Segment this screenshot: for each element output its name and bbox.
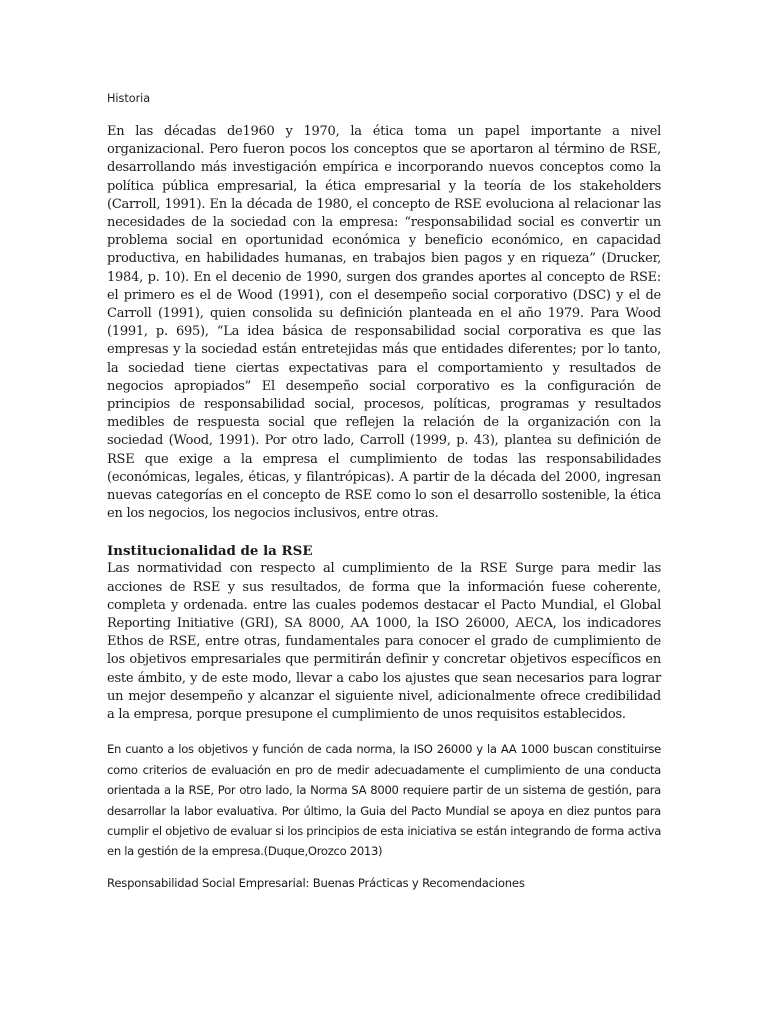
heading-historia: Historia <box>107 92 151 105</box>
paragraph-history: En las décadas de1960 y 1970, la ética toma un papel importante a nivel organizacional. Pero fueron pocos los conceptos que se aportaron al término de RSE, desarrollando más investigación empírica e incorporando nuevos conceptos como la política pública empresarial, la ética empresarial y la teoría de los stakeholders (Carroll, 1991). En la década de 1980, el concepto de RSE evoluciona al relacionar las necesidades de la sociedad con la empresa: “responsabilidad social es convertir un problema social en oportunidad económica y beneficio económico, en capacidad productiva, en habilidades humanas, en trabajos bien pagos y en riqueza” (Drucker, 1984, p. 10). En el decenio de 1990, surgen dos grandes aportes al concepto de RSE: el primero es el de Wood (1991), con el desempeño social corporativo (DSC) y el de Carroll (1991), quien consolida su definición planteada en el año 1979. Para Wood (1991, p. 695), “La idea básica de responsabilidad social corporativa es que las empresas y la sociedad están entretejidas más que entidades diferentes; por lo tanto, la sociedad tiene ciertas expectativas para el comportamiento y resultados de negocios apropiados” El desempeño social corporativo es la configuración de principios de responsabilidad social, procesos, políticas, programas y resultados medibles de respuesta social que reflejen la relación de la organización con la sociedad (Wood, 1991). Por otro lado, Carroll (1999, p. 43), plantea su definición de RSE que exige a la empresa el cumplimiento de todas las responsabilidades (económicas, legales, éticas, y filantrópicas). A partir de la década del 2000, ingresan nuevas categorías en el concepto de RSE como lo son el desarrollo sostenible, la ética en los negocios, los negocios inclusivos, entre otras. <box>107 124 661 522</box>
paragraph-institucionalidad: Las normatividad con respecto al cumplimiento de la RSE Surge para medir las acciones de RSE y sus resultados, de forma que la información fuese coherente, completa y ordenada. entre las cuales podemos destacar el Pacto Mundial, el Global Reporting Initiative (GRI), SA 8000, AA 1000, la ISO 26000, AECA, los indicadores Ethos de RSE, entre otras, fundamentales para conocer el grado de cumplimiento de los objetivos empresariales que permitirán definir y concretar objetivos específicos en este ámbito, y de este modo, llevar a cabo los ajustes que sean necesarios para lograr un mejor desempeño y alcanzar el siguiente nivel, adicionalmente ofrece credibilidad a la empresa, porque presupone el cumplimiento de unos requisitos establecidos. <box>107 561 661 723</box>
section-title-institucionalidad: Institucionalidad de la RSE <box>107 543 313 560</box>
document-page <box>107 88 661 893</box>
paragraph-normas: En cuanto a los objetivos y función de cada norma, la ISO 26000 y la AA 1000 buscan constituirse como criterios de evaluación en pro de medir adecuadamente el cumplimiento de una conducta orientada a la RSE, Por otro lado, la Norma SA 8000 requiere partir de un sistema de gestión, para desarrollar la labor evaluativa. Por último, la Guia del Pacto Mundial se apoya en diez puntos para cumplir el objetivo de evaluar si los principios de esta iniciativa se están integrando de forma activa en la gestión de la empresa.(Duque,Orozco 2013) <box>107 742 661 859</box>
heading-buenas-practicas: Responsabilidad Social Empresarial: Buenas Prácticas y Recomendaciones <box>107 875 525 890</box>
